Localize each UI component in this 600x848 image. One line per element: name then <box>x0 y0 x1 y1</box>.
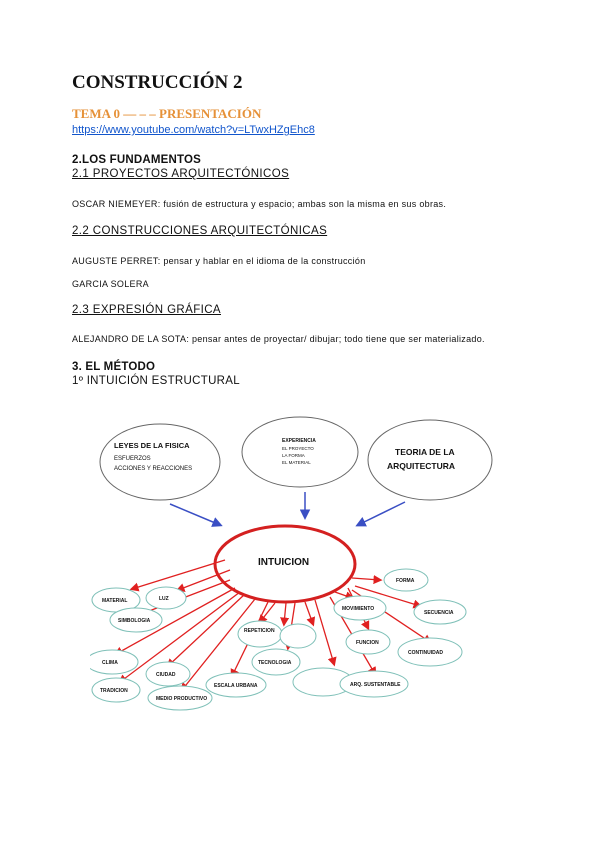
section-metodo: 3. EL MÉTODO <box>72 361 156 373</box>
label-clima: CLIMA <box>102 660 118 666</box>
label-repeticion: REPETICION <box>244 628 275 634</box>
section-fundamentos: 2.LOS FUNDAMENTOS <box>72 154 202 166</box>
arrow-forma <box>352 578 380 580</box>
arrow-blank3 <box>315 600 334 664</box>
label-medio: MEDIO PRODUCTIVO <box>156 696 208 702</box>
subsection-construcciones: 2.2 CONSTRUCCIONES ARQUITECTÓNICAS <box>72 225 328 237</box>
label-simbologia: SIMBOLOGIA <box>118 618 151 624</box>
arrow-material <box>132 560 225 589</box>
label-proyecto: EL PROYECTO <box>282 446 314 451</box>
page-title: CONSTRUCCIÓN 2 <box>72 72 243 93</box>
label-sustentable: ARQ. SUSTENTABLE <box>350 682 401 688</box>
label-movimiento: MOVIMIENTO <box>342 606 375 612</box>
youtube-link[interactable]: https://www.youtube.com/watch?v=LTwxHZgEhc8 <box>72 124 315 136</box>
label-forma: FORMA <box>396 578 415 584</box>
arrow-blank2 <box>305 602 313 624</box>
arrow-blank1 <box>284 603 286 624</box>
subsection-proyectos: 2.1 PROYECTOS ARQUITECTÓNICOS <box>72 168 290 180</box>
label-secuencia: SECUENCIA <box>424 610 454 616</box>
label-acciones: ACCIONES Y REACCIONES <box>114 466 193 472</box>
paragraph-perret: AUGUSTE PERRET: pensar y hablar en el idioma de la construcción <box>72 256 366 266</box>
label-leyes: LEYES DE LA FISICA <box>114 441 190 450</box>
arrow-blue-left <box>170 504 220 525</box>
label-material: MATERIAL <box>102 598 128 604</box>
label-teoria: TEORIA DE LA <box>395 447 455 457</box>
ellipse-teoria <box>368 420 492 500</box>
label-ciudad: CIUDAD <box>156 672 176 678</box>
node-blank1 <box>280 624 316 648</box>
node-repeticion <box>238 621 282 647</box>
ellipse-experiencia <box>242 417 358 487</box>
label-material-top: EL MATERIAL <box>282 460 311 465</box>
subsection-expresion: 2.3 EXPRESIÓN GRÁFICA <box>72 304 221 316</box>
paragraph-niemeyer: OSCAR NIEMEYER: fusión de estructura y espacio; ambas son la misma en sus obras. <box>72 199 447 209</box>
ellipse-leyes <box>100 424 220 500</box>
paragraph-sota: ALEJANDRO DE LA SOTA: pensar antes de proyectar/ dibujar; todo tiene que ser materializado. <box>72 334 485 344</box>
label-escala: ESCALA URBANA <box>214 683 258 689</box>
tema-heading: TEMA 0 — – – PRESENTACIÓN <box>72 106 262 121</box>
label-experiencia: EXPERIENCIA <box>282 438 316 444</box>
label-funcion: FUNCION <box>356 640 379 646</box>
label-arquitectura: ARQUITECTURA <box>387 461 455 471</box>
subsection-intuicion: 1º INTUICIÓN ESTRUCTURAL <box>72 375 240 387</box>
label-tradicion: TRADICION <box>100 688 128 694</box>
paragraph-solera: GARCIA SOLERA <box>72 279 149 289</box>
label-continuidad: CONTINUIDAD <box>408 650 443 656</box>
label-tecnologia: TECNOLOGIA <box>258 660 292 666</box>
intuicion-diagram <box>90 392 510 722</box>
label-intuicion: INTUICION <box>258 557 310 568</box>
label-forma-top: LA FORMA <box>282 453 305 458</box>
arrow-blue-right <box>358 502 405 525</box>
label-luz: LUZ <box>159 596 169 602</box>
label-esfuerzos: ESFUERZOS <box>114 456 151 462</box>
